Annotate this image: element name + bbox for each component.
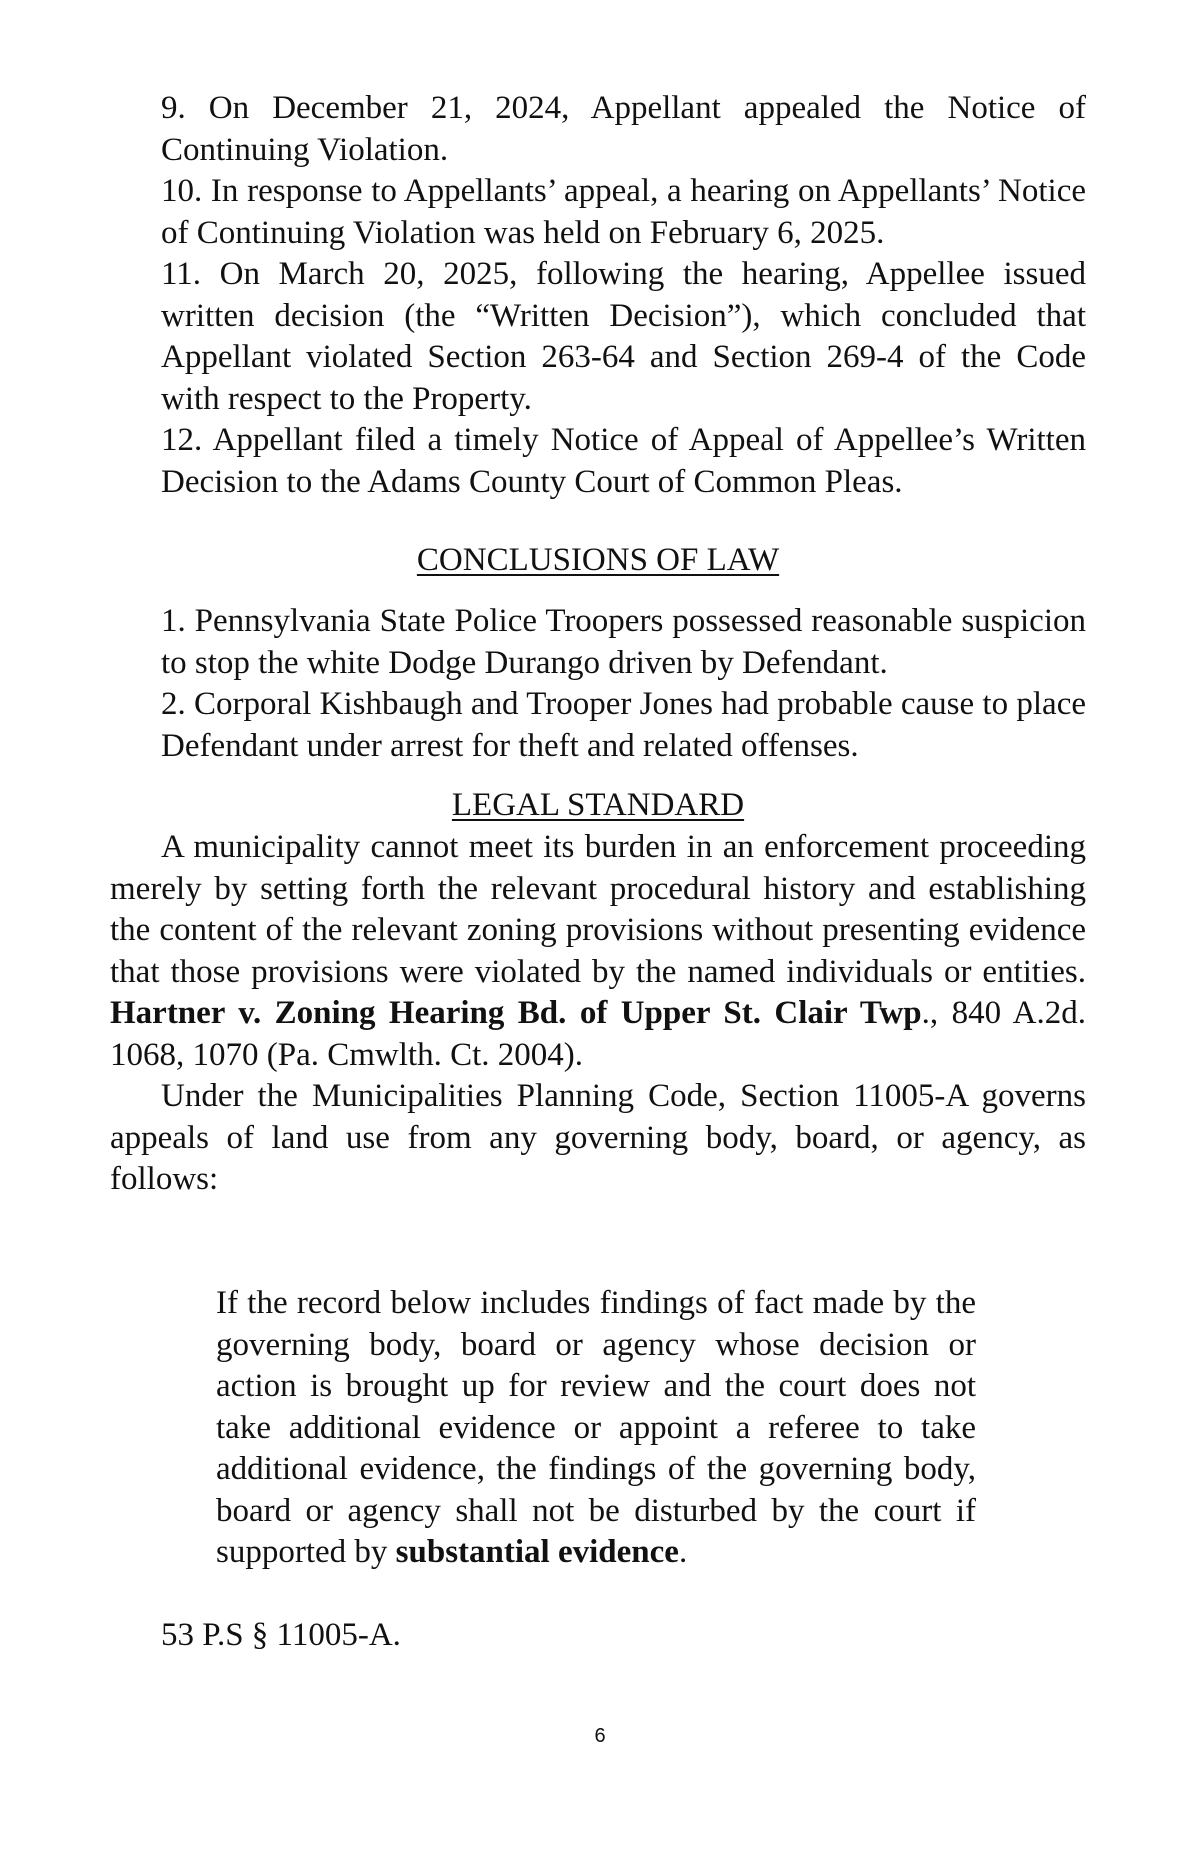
quote-text — [216, 1283, 976, 1574]
finding-9: 9. On December 21, 2024, Appellant appealed the Notice of Continuing Violation. — [161, 90, 1086, 168]
conclusions-heading-wrap — [110, 540, 1086, 582]
finding-11: 11. On March 20, 2025, following the hearing, Appellee issued written decision (the “Written Decision”), which concluded that Appellant violated Section 263-64 and Section 269-4 of the Code with respect to the Property. — [161, 256, 1086, 417]
legal-standard-paragraph — [110, 827, 1086, 1076]
statute-citation: 53 P.S § 11005-A. — [161, 1617, 401, 1653]
finding-12: 12. Appellant filed a timely Notice of Appeal of Appellee’s Written Decision to the Adams County Court of Common Pleas. — [161, 422, 1086, 500]
case-citation: ., 840 A.2d. 1068, 1070 (Pa. Cmwlth. Ct. 2004). — [110, 995, 1086, 1073]
quote-body: If the record below includes findings of fact made by the governing body, board or agency whose decision or action is brought up for review and the court does not take additional evidence or appoint a referee to take additional evidence, the findings of the governing body, board or agency shall not be disturbed by the court if supported by — [216, 1285, 976, 1570]
quote-emphasis: substantial evidence — [395, 1534, 679, 1570]
conclusion-1: 1. Pennsylvania State Police Troopers possessed reasonable suspicion to stop the white Dodge Durango driven by Defendant. — [161, 603, 1086, 681]
conclusions-block — [110, 601, 1086, 767]
findings-block — [110, 88, 1086, 503]
page-number: 6 — [594, 1725, 606, 1747]
conclusions-heading: CONCLUSIONS OF LAW — [416, 542, 780, 578]
mpc-paragraph: Under the Municipalities Planning Code, Section 11005-A governs appeals of land use from any governing body, board, or agency, as follows: — [110, 1078, 1086, 1197]
conclusion-2: 2. Corporal Kishbaugh and Trooper Jones had probable cause to place Defendant under arrest for theft and related offenses. — [161, 686, 1086, 764]
case-name: Hartner v. Zoning Hearing Bd. of Upper St. Clair Twp — [110, 995, 922, 1031]
legal-standard-heading-wrap — [110, 785, 1086, 827]
legal-standard-heading: LEGAL STANDARD — [451, 787, 745, 823]
finding-10: 10. In response to Appellants’ appeal, a hearing on Appellants’ Notice of Continuing Violation was held on February 6, 2025. — [161, 173, 1086, 251]
block-quote — [216, 1283, 976, 1574]
burden-text: A municipality cannot meet its burden in an enforcement proceeding merely by setting forth the relevant procedural history and establishing the content of the relevant zoning provisions without presenting evidence that those provisions were violated by the named individuals or entities. — [110, 829, 1086, 990]
quote-end: . — [678, 1534, 688, 1570]
legal-standard-block — [110, 827, 1086, 1201]
